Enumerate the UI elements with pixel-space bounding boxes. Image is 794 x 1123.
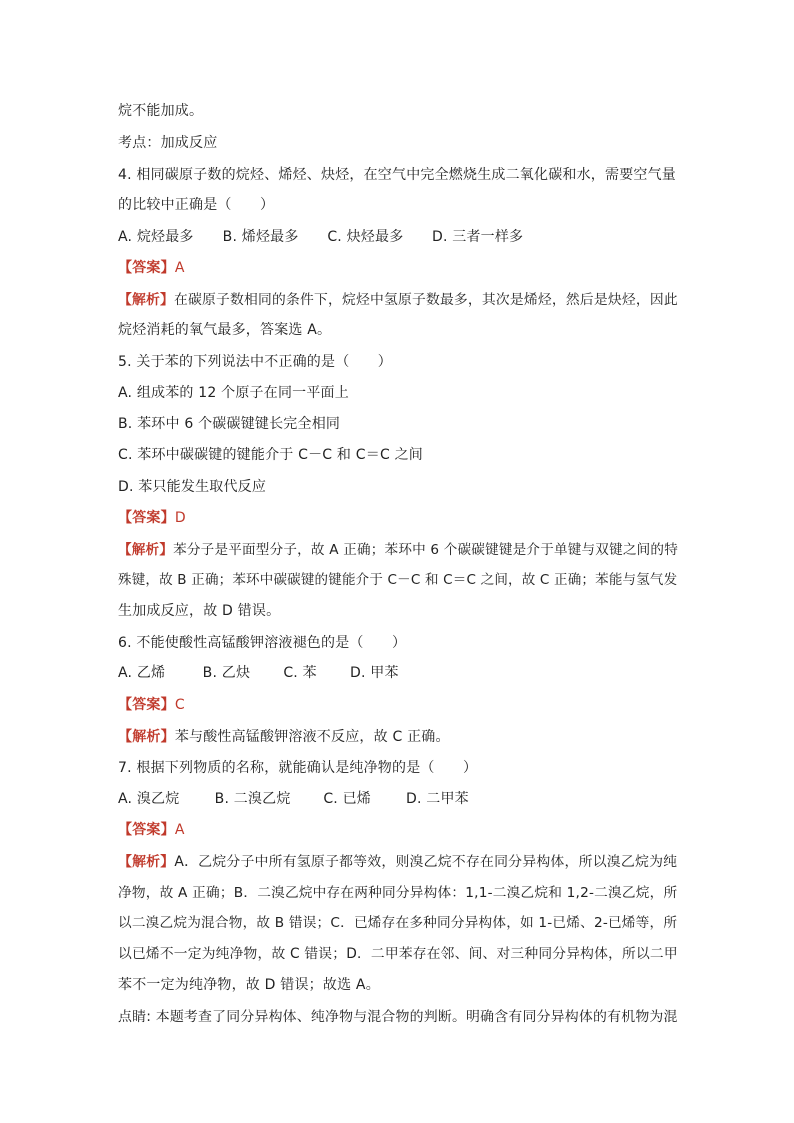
- q7-option-d: D. 二甲苯: [405, 791, 469, 807]
- q6-option-b: B. 乙炔: [202, 665, 251, 681]
- q6-options: [118, 663, 678, 683]
- analysis-tag: 【解析】: [118, 854, 175, 870]
- q5-answer: [118, 508, 678, 528]
- q7-option-c: C. 已烯: [323, 791, 371, 807]
- q4-option-c: C. 炔烃最多: [327, 229, 404, 245]
- q5-answer-value: D: [174, 510, 186, 526]
- q4-stem-line2: 的比较中正确是（ ）: [118, 197, 275, 213]
- q6-option-a: A. 乙烯: [118, 665, 166, 681]
- q5-option-b: B. 苯环中 6 个碳碳键键长完全相同: [118, 416, 341, 432]
- answer-tag: 【答案】: [118, 697, 175, 713]
- q7-analysis-line1: [118, 852, 678, 872]
- q4-analysis-text1: 在碳原子数相同的条件下，烷烃中氢原子数最多，其次是烯烃，然后是炔烃，因此: [174, 292, 678, 308]
- q4-options: [118, 227, 678, 247]
- q7-analysis-line4: 以已烯不一定为纯净物，故 C 错误；D．二甲苯存在邻、间、对三种同分异构体，所以二甲: [118, 946, 678, 962]
- q5-option-c: C. 苯环中碳碳键的键能介于 C－C 和 C＝C 之间: [118, 447, 423, 463]
- q7-analysis-line3: 以二溴乙烷为混合物，故 B 错误；C．已烯存在多种同分异构体，如 1-已烯、2-已烯等，所: [118, 915, 678, 931]
- q7-answer-value: A: [174, 822, 185, 838]
- q5-analysis-line2: 殊键，故 B 正确；苯环中碳碳键的键能介于 C－C 和 C＝C 之间，故 C 正确；苯能与氢气发: [118, 572, 678, 588]
- q5-option-d: D. 苯只能发生取代反应: [118, 479, 267, 495]
- q6-answer-value: C: [174, 697, 185, 713]
- q4-stem-line1: 4. 相同碳原子数的烷烃、烯烃、炔烃，在空气中完全燃烧生成二氧化碳和水，需要空气量: [118, 167, 677, 183]
- q6-option-d: D. 甲苯: [349, 665, 399, 681]
- q4-option-a: A. 烷烃最多: [118, 229, 194, 245]
- q5-option-a: A. 组成苯的 12 个原子在同一平面上: [118, 385, 349, 401]
- analysis-tag: 【解析】: [118, 542, 174, 558]
- q7-options: [118, 789, 678, 809]
- q4-analysis-line2: 烷烃消耗的氧气最多，答案选 A。: [118, 322, 332, 338]
- q7-analysis-text1: A．乙烷分子中所有氢原子都等效，则溴乙烷不存在同分异构体，所以溴乙烷为纯: [174, 854, 678, 870]
- q4-analysis-line1: [118, 290, 678, 310]
- analysis-tag: 【解析】: [118, 729, 175, 745]
- q5-analysis-line1: [118, 540, 678, 560]
- q7-answer: [118, 820, 678, 840]
- q5-stem: 5. 关于苯的下列说法中不正确的是（ ）: [118, 354, 393, 370]
- q6-stem: 6. 不能使酸性高锰酸钾溶液褪色的是（ ）: [118, 635, 407, 651]
- q7-option-b: B. 二溴乙烷: [214, 791, 291, 807]
- q7-option-a: A. 溴乙烷: [118, 791, 180, 807]
- q6-option-c: C. 苯: [283, 665, 317, 681]
- q7-comment-line1: 点睛: 本题考查了同分异构体、纯净物与混合物的判断。明确含有同分异构体的有机物为混: [118, 1009, 678, 1025]
- q5-analysis-text1: 苯分子是平面型分子，故 A 正确；苯环中 6 个碳碳键键是介于单键与双键之间的特: [173, 542, 678, 558]
- q4-answer: [118, 258, 678, 278]
- q6-answer: [118, 695, 678, 715]
- q5-analysis-line3: 生加成反应，故 D 错误。: [118, 603, 281, 619]
- q4-answer-value: A: [174, 260, 185, 276]
- analysis-tag: 【解析】: [118, 292, 174, 308]
- q7-analysis-line5: 苯不一定为纯净物，故 D 错误；故选 A。: [118, 977, 380, 993]
- answer-tag: 【答案】: [118, 260, 175, 276]
- kaodian-line: 考点：加成反应: [118, 135, 218, 151]
- answer-tag: 【答案】: [118, 510, 175, 526]
- q4-option-b: B. 烯烃最多: [222, 229, 299, 245]
- answer-tag: 【答案】: [118, 822, 175, 838]
- q6-analysis-text1: 苯与酸性高锰酸钾溶液不反应，故 C 正确。: [174, 729, 450, 745]
- intro-line: 烷不能加成。: [118, 103, 204, 119]
- q6-analysis-line1: [118, 727, 678, 747]
- q7-analysis-line2: 净物，故 A 正确；B．二溴乙烷中存在两种同分异构体：1,1-二溴乙烷和 1,2-二溴乙烷，所: [118, 885, 678, 901]
- q7-stem: 7. 根据下列物质的名称，就能确认是纯净物的是（ ）: [118, 760, 478, 776]
- q4-option-d: D. 三者一样多: [431, 229, 524, 245]
